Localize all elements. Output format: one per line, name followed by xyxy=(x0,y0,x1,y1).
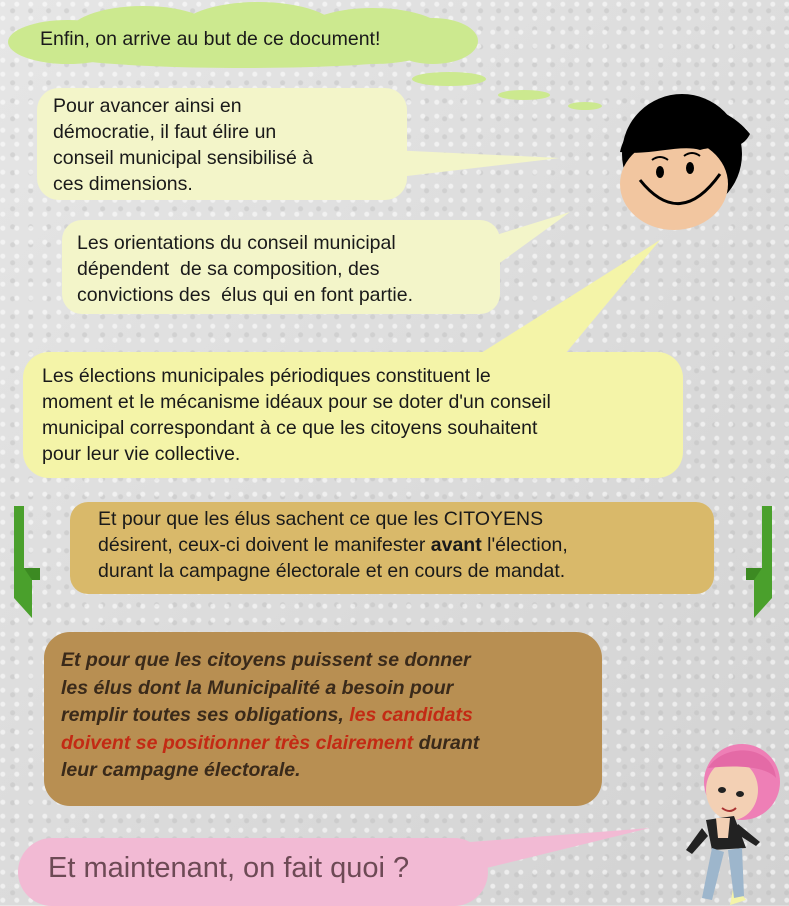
text-line: conseil municipal sensibilisé à xyxy=(53,147,314,169)
text-line: moment et le mécanisme idéaux pour se doter d'un conseil xyxy=(42,391,551,413)
text-line: Pour avancer ainsi en xyxy=(53,95,242,117)
text-line xyxy=(61,730,591,758)
text-line: Et pour que les citoyens puissent se donner xyxy=(61,649,471,671)
text-line: Les élections municipales périodiques constituent le xyxy=(42,365,491,387)
speech-bubble-4-text xyxy=(98,506,708,584)
text-line: ces dimensions. xyxy=(53,173,193,195)
bold-word: avant xyxy=(430,534,482,556)
text-line: pour leur vie collective. xyxy=(42,443,241,465)
boy-character xyxy=(600,74,760,224)
text-line: les élus dont la Municipalité a besoin pour xyxy=(61,676,454,699)
text-line: Les orientations du conseil municipal xyxy=(77,232,396,254)
highlight-text: les candidats xyxy=(349,704,473,726)
text-line xyxy=(98,532,708,558)
speech-bubble-5-text xyxy=(61,647,591,785)
text-span: désirent, ceux-ci doivent le manifester xyxy=(98,534,431,556)
text-line: municipal correspondant à ce que les citoyens souhaitent xyxy=(42,417,538,439)
text-line: dépendent de sa composition, des xyxy=(77,258,380,280)
text-line: durant la campagne électorale et en cours de mandat. xyxy=(98,560,566,582)
girl-character xyxy=(672,738,787,905)
text-line: convictions des élus qui en font partie. xyxy=(77,284,414,306)
text-span: remplir toutes ses obligations, xyxy=(61,704,350,726)
speech-bubble-3-text xyxy=(42,363,682,467)
text-line: leur campagne électorale. xyxy=(61,759,301,781)
speech-bubble-2-text xyxy=(77,230,497,308)
text-span: l'élection, xyxy=(481,534,568,556)
text-line: Et pour que les élus sachent ce que les CITOYENS xyxy=(98,508,544,530)
right-down-arrow-icon xyxy=(744,506,778,618)
left-down-arrow-icon xyxy=(10,506,44,618)
speech-bubble-1-text xyxy=(53,93,393,197)
highlight-text: doivent se positionner très clairement xyxy=(61,731,414,754)
text-span: durant xyxy=(413,731,480,754)
text-line: démocratie, il faut élire un xyxy=(53,121,277,143)
speech-bubble-6-text: Et maintenant, on fait quoi ? xyxy=(48,852,410,884)
cloud-text: Enfin, on arrive au but de ce document! xyxy=(40,28,381,50)
text-line xyxy=(61,702,591,730)
